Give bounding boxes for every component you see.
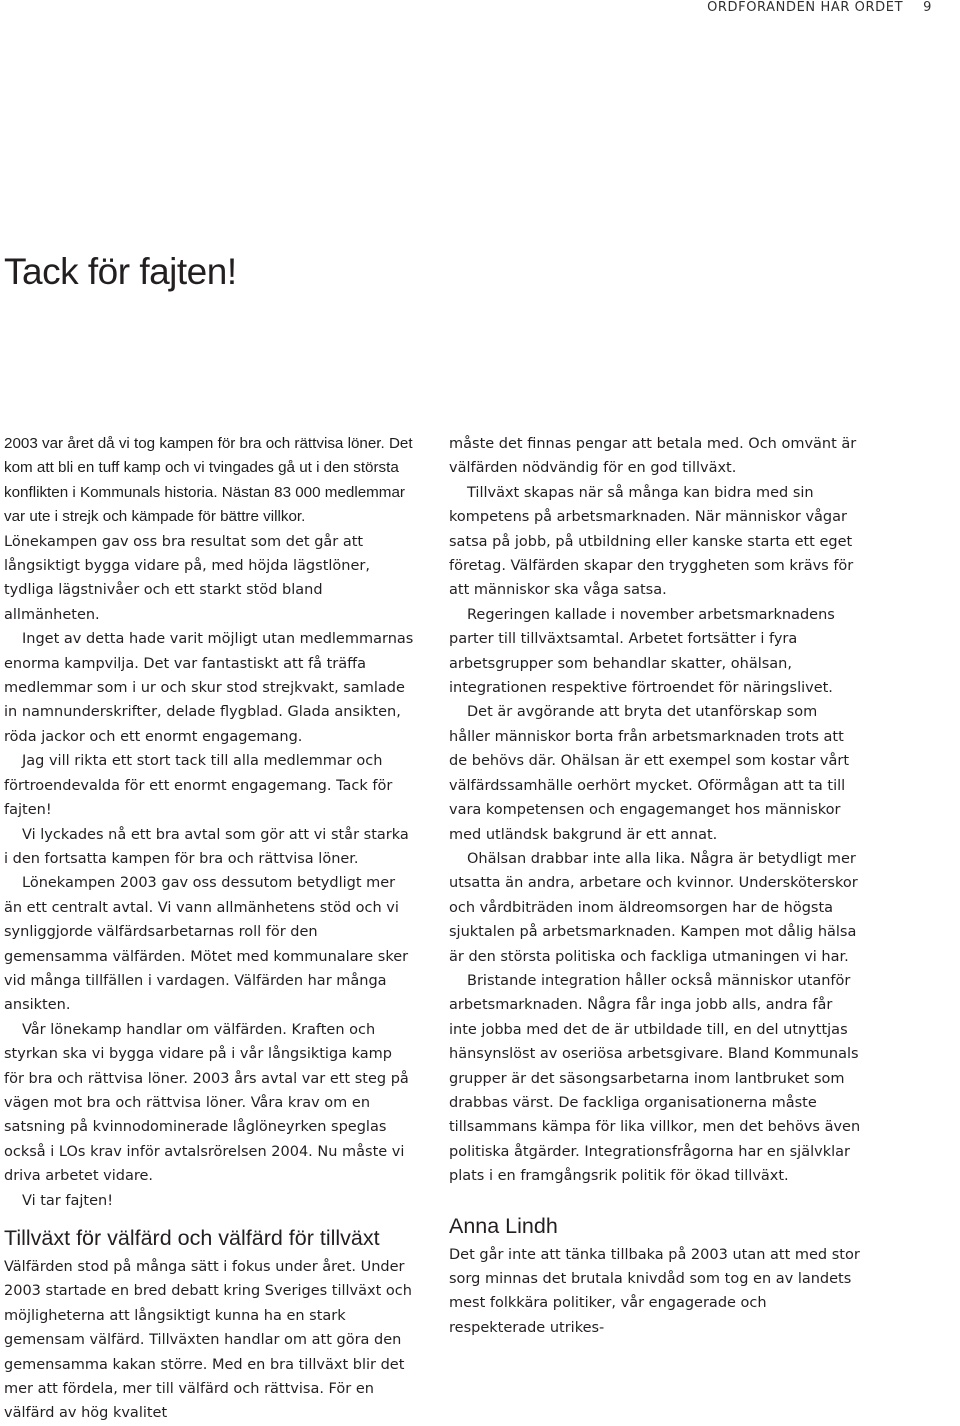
body-paragraph: Vår lönekamp handlar om välfärden. Kraften och styrkan ska vi bygga vidare på i vår långsiktiga kamp för bra och rättvisa löner. 2003 års avtal var ett steg på vägen mot bra och rättvisa löner. Våra krav om en satsning på kvinnodominerade låglöneyrken speglas också i LOs krav inför avtalsrörelsen 2004. Nu måste vi driva arbetet vidare. [4,1021,409,1185]
body-paragraph: Inget av detta hade varit möjligt utan medlemmarnas enorma kampvilja. Det var fantastiskt att få träffa medlemmar som i ur och skur stod strejkvakt, samlade in namnunderskrifter, delade flygblad. Glada ansikten, röda jackor och ett enormt engagemang. [4,631,414,745]
body-paragraph: Vi tar fajten! [22,1192,114,1209]
body-paragraph: Jag vill rikta ett stort tack till alla medlemmar och förtroendevalda för ett enormt engagemang. Tack för fajten! [4,753,393,819]
left-column [4,432,416,1426]
intro-paragraph: 2003 var året då vi tog kampen för bra och rättvisa löner. Det kom att bli en tuff kamp och vi tvingades gå ut i den största konflikten i Kommunals historia. Nästan 83 000 medlemmar var ute i strejk och kämpade för bättre villkor. [4,435,413,526]
running-header [707,0,932,18]
body-paragraph: Det går inte att tänka tillbaka på 2003 utan att med stor sorg minnas det brutala knivdåd som tog en av landets mest folkkära politiker, vår engagerade och respekterade utrikes- [449,1246,860,1336]
body-paragraph: Regeringen kallade i november arbetsmarknadens parter till tillväxtsamtal. Arbetet fortsätter i fyra arbetsgrupper som behandlar skatter, ohälsan, integrationen respektive förtroendet för näringslivet. [449,606,835,697]
body-paragraph: Tillväxt skapas när så många kan bidra med sin kompetens på arbetsmarknaden. När människor vågar satsa på jobb, på utbildning eller kanske starta ett eget företag. Välfärden skapar den tryggheten som krävs för att människor ska våga satsa. [449,484,854,599]
section-heading: Anna Lindh [449,1213,558,1238]
section-heading: Tillväxt för välfärd och välfärd för tillväxt [4,1226,380,1250]
page-number: 9 [923,0,932,15]
body-paragraph: Det är avgörande att bryta det utanförskap som håller människor borta från arbetsmarknaden trots att de behövs där. Ohälsan är ett exempel som kostar vårt välfärdssamhälle oerhört mycket. Oförmågan att ta till vara kompetensen och engagemanget hos människor med utländsk bakgrund är ett annat. [449,704,850,843]
body-paragraph: Ohälsan drabbar inte alla lika. Några är betydligt mer utsatta än andra, arbetare och kvinnor. Undersköterskor och vårdbiträden inom äldreomsorgen har de högsta sjuktalen på arbetsmarknaden. Kampen mot dålig hälsa är den största politiska och fackliga utmaningen vi har. [449,850,858,965]
right-column [449,432,861,1340]
body-paragraph: Bristande integration håller också människor utanför arbetsmarknaden. Några får inga jobb alls, andra får inte jobba med det de är utbildade till, en del utnyttjas hänsynslöst av oseriösa arbetsgivare. Bland Kommunals grupper är det säsongsarbetarna inom lantbruket som drabbas värst. De fackliga organisationerna måste tillsammans kämpa för lika villkor, men det behövs även politiska åtgärder. Integrationsfrågorna har en självklar plats i en framgångsrik politik för ökad tillväxt. [449,972,861,1185]
body-paragraph: Vi lyckades nå ett bra avtal som gör att vi står starka i den fortsatta kampen för bra och rättvisa löner. [4,826,409,867]
body-paragraph: Lönekampen 2003 gav oss dessutom betydligt mer än ett centralt avtal. Vi vann allmänhetens stöd och vi synliggjorde välfärdsarbetarnas roll för den gemensamma välfärden. Mötet med kommunalare sker vid många tillfällen i vardagen. Välfärden har många ansikten. [4,875,409,1014]
page-title: Tack för fajten! [4,251,237,292]
body-paragraph: måste det finnas pengar att betala med. Och omvänt är välfärden nödvändig för en god tillväxt. [449,436,857,477]
body-paragraph: Lönekampen gav oss bra resultat som det går att långsiktigt bygga vidare på, med höjda lägstlöner, tydliga lägstnivåer och ett starkt stöd bland allmänheten. [4,533,370,623]
body-paragraph: Välfärden stod på många sätt i fokus under året. Under 2003 startade en bred debatt kring Sveriges tillväxt och möjligheterna att långsiktigt kunna ha en stark gemensam välfärd. Tillväxten handlar om att göra den gemensamma kakan större. Med en bra tillväxt blir det mer att fördela, mer till välfärd och rättvisa. För en välfärd av hög kvalitet [4,1259,412,1422]
section-name: ORDFÖRANDEN HAR ORDET [707,0,904,15]
